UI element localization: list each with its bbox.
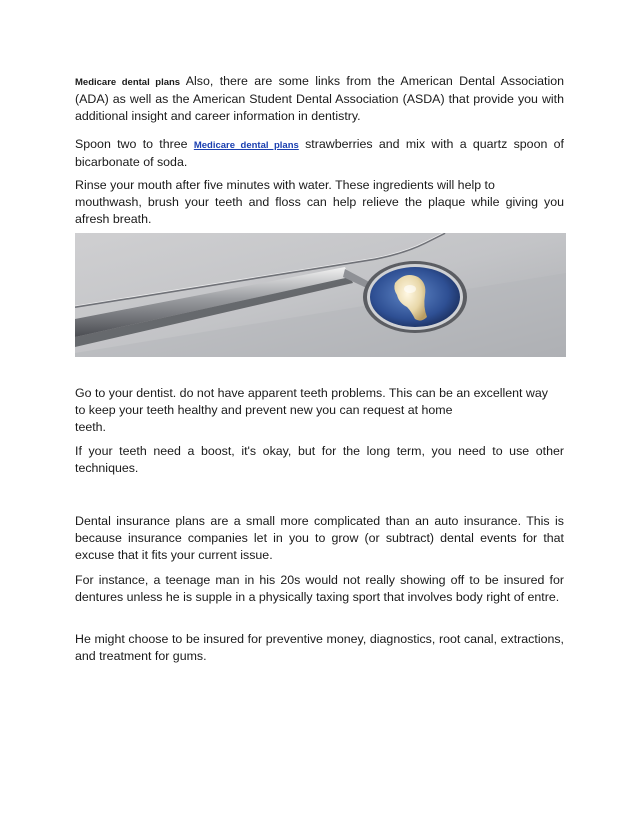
paragraph-line: Rinse your mouth after five minutes with water. These ingredients will help to <box>75 178 495 192</box>
paragraph-text: Also, there are some links from the American Dental Association (ADA) as well as the American Student Dental Association (ASDA) that provide you with additional insight and career information in dentistry. <box>75 74 564 123</box>
paragraph-rinse <box>75 177 564 228</box>
paragraph-dentist <box>75 385 564 436</box>
paragraph-text-after: strawberries and mix with a quartz spoon of bicarbonate of soda. <box>75 137 564 169</box>
paragraph-ada <box>75 73 564 125</box>
paragraph-line: Go to your dentist. do not have apparent teeth problems. This can be an excellent way <box>75 386 548 400</box>
medicare-dental-plans-link[interactable]: Medicare dental plans <box>193 140 299 151</box>
paragraph-text-before: Spoon two to three <box>75 137 194 151</box>
lead-keyword: Medicare dental plans <box>75 77 181 88</box>
dental-mirror-image <box>75 233 566 357</box>
paragraph-strawberries <box>75 136 564 171</box>
paragraph-teenage-man: For instance, a teenage man in his 20s would not really showing off to be insured for dentures unless he is supple in a physically taxing sport that involves body right of entre. <box>75 573 564 604</box>
paragraph-line: to keep your teeth healthy and prevent new you can request at home <box>75 403 453 417</box>
paragraph-insurance-plans: Dental insurance plans are a small more complicated than an auto insurance. This is because insurance companies let in you to grow (or subtract) dental events for that excuse that it fits your current issue. <box>75 514 564 562</box>
paragraph-line: teeth. <box>75 420 107 434</box>
paragraph-boost: If your teeth need a boost, it's okay, but for the long term, you need to use other techniques. <box>75 444 564 475</box>
paragraph-preventive: He might choose to be insured for preventive money, diagnostics, root canal, extractions, and treatment for gums. <box>75 632 564 663</box>
dental-mirror-photo <box>75 233 566 357</box>
paragraph-text: mouthwash, brush your teeth and floss can help relieve the plaque while giving you afresh breath. <box>75 195 564 226</box>
